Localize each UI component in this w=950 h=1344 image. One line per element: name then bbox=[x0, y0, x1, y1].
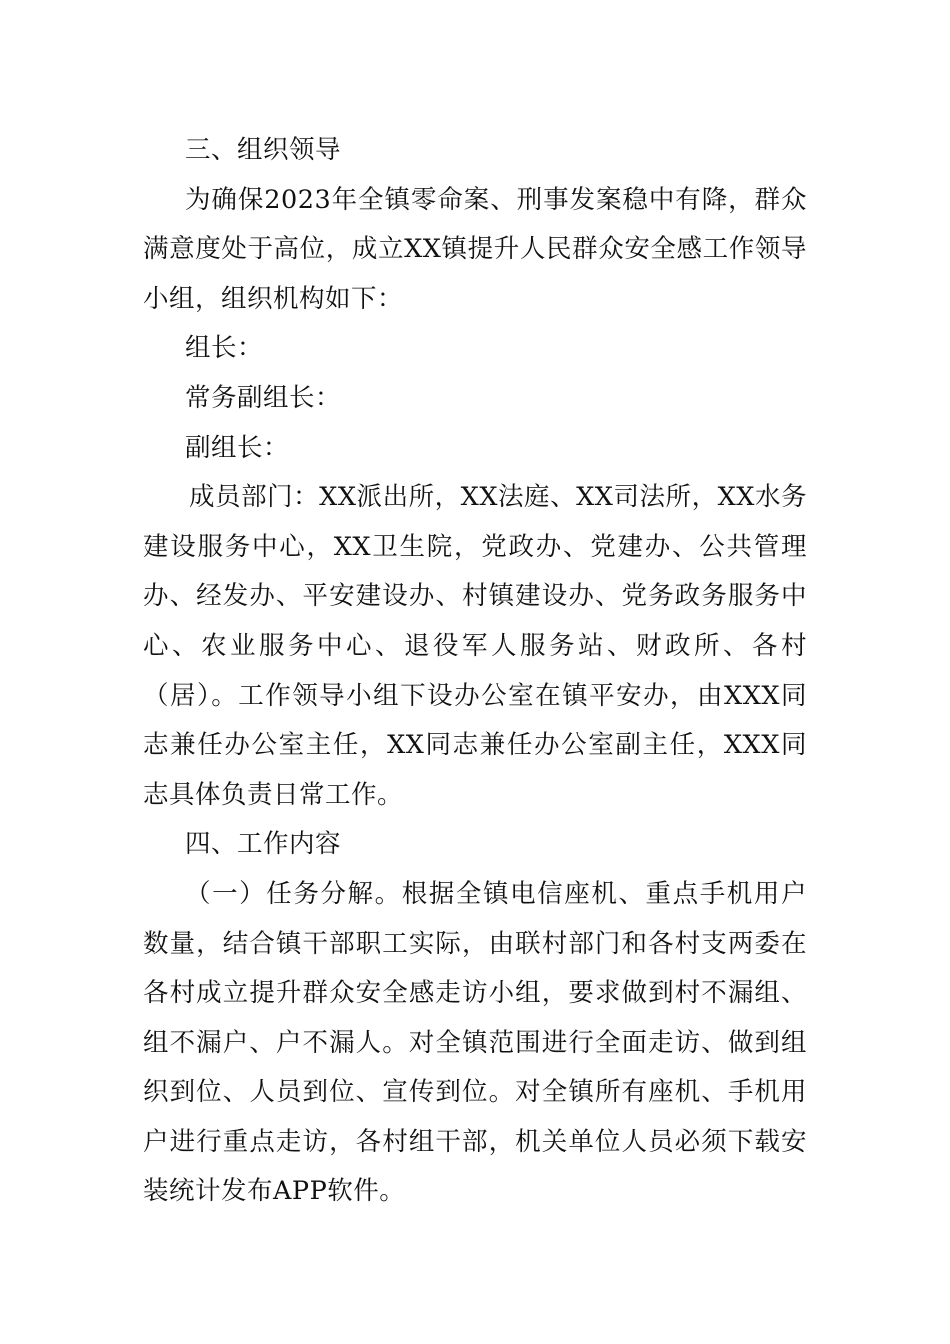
line-deputy-leader: 副组长： bbox=[185, 432, 290, 463]
paragraph-member-departments: 成员部门：XX派出所，XX法庭、XX司法所，XX水务建设服务中心，XX卫生院，党政办、党建办、公共管理办、经发办、平安建设办、村镇建设办、党务政务服务中心、农业服务中心、退役军人服务站、财政所、各村（居）。工作领导小组下设办公室在镇平安办，由XXX同志兼任办公室主任，XX同志兼任办公室副主任，XXX同志具体负责日常工作。 bbox=[143, 482, 807, 810]
line-leader: 组长： bbox=[185, 333, 264, 364]
section-heading-work-content: 四、工作内容 bbox=[185, 829, 342, 860]
section-heading-organization: 三、组织领导 bbox=[185, 135, 342, 165]
line-executive-deputy-leader: 常务副组长： bbox=[185, 382, 342, 413]
document-body bbox=[143, 126, 807, 1217]
paragraph-task-breakdown: （一）任务分解。根据全镇电信座机、重点手机用户数量，结合镇干部职工实际，由联村部门和各村支两委在各村成立提升群众安全感走访小组，要求做到村不漏组、组不漏户、户不漏人。对全镇范围进行全面走访、做到组织到位、人员到位、宣传到位。对全镇所有座机、手机用户进行重点走访，各村组干部，机关单位人员必须下载安装统计发布APP软件。 bbox=[143, 878, 807, 1207]
paragraph-goal: 为确保2023年全镇零命案、刑事发案稳中有降，群众满意度处于高位，成立XX镇提升人民群众安全感工作领导小组，组织机构如下： bbox=[143, 184, 807, 314]
